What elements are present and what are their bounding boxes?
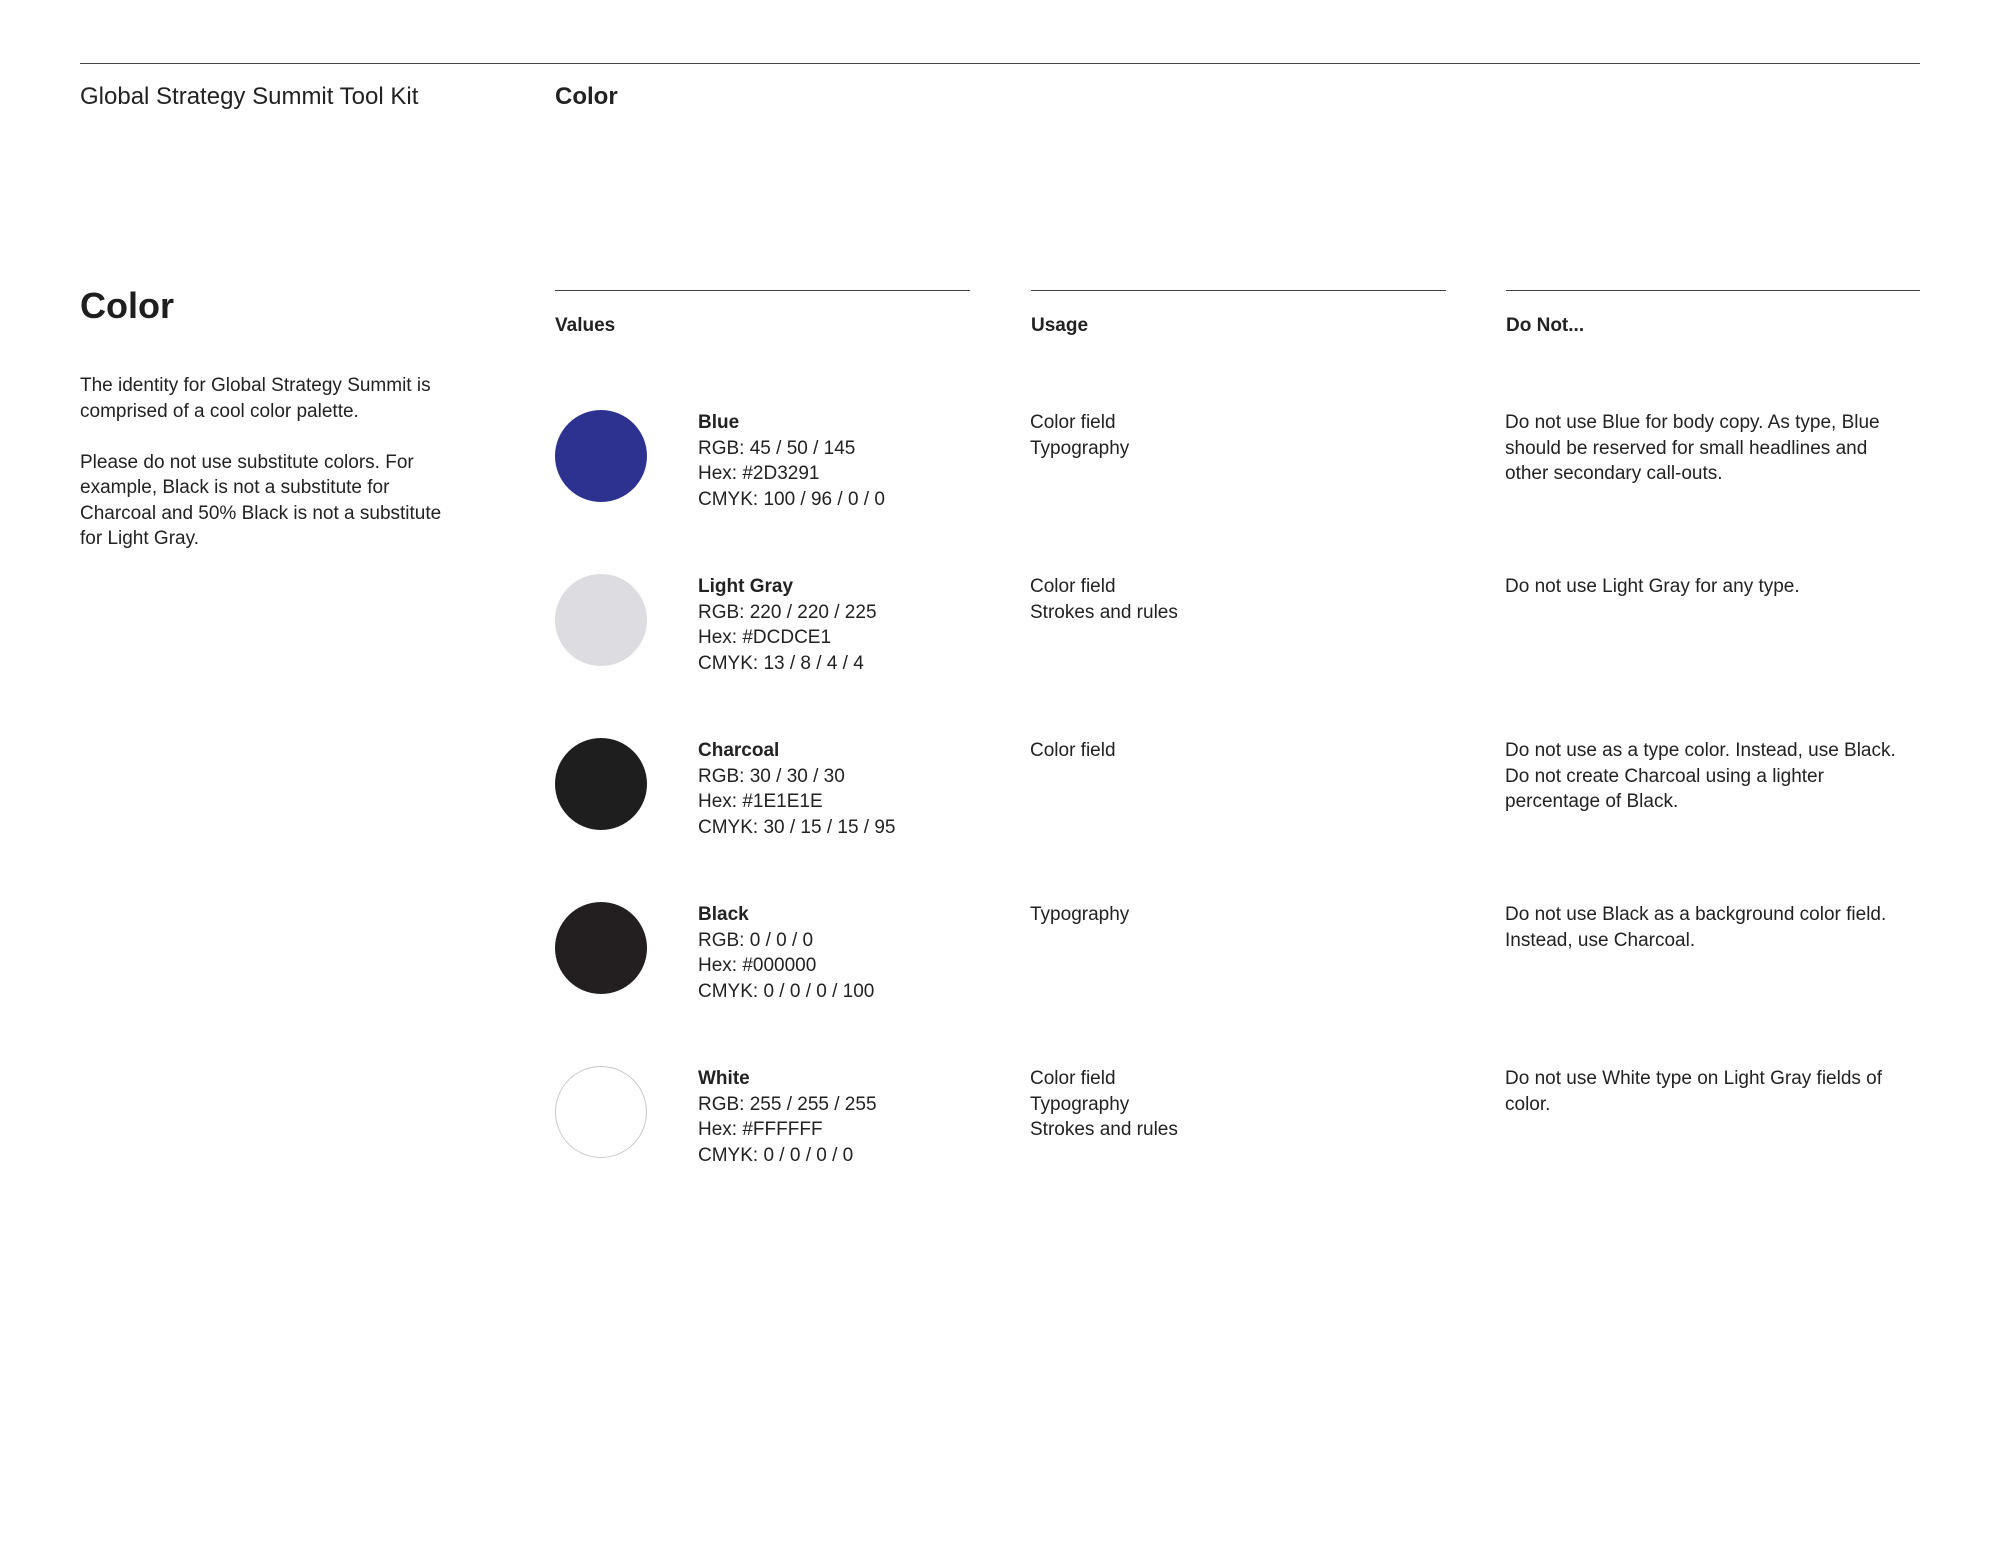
color-do-not: Do not use Light Gray for any type.	[1505, 576, 1800, 597]
color-values	[698, 410, 998, 512]
color-usage	[1030, 902, 1430, 928]
usage-item: Color field	[1030, 740, 1116, 761]
color-cmyk: CMYK: 0 / 0 / 0 / 0	[698, 1144, 854, 1166]
color-hex: Hex: #2D3291	[698, 463, 820, 485]
color-values	[698, 738, 998, 840]
intro-paragraph: Please do not use substitute colors. For example, Black is not a substitute for Charcoal and 50% Black is not a substitute for Light Gray.	[80, 451, 442, 549]
usage-item: Strokes and rules	[1030, 1119, 1178, 1141]
color-cmyk: CMYK: 100 / 96 / 0 / 0	[698, 488, 885, 510]
color-values	[698, 1066, 998, 1168]
color-values	[698, 902, 998, 1004]
donot-column-rule	[1506, 290, 1920, 291]
usage-item: Typography	[1030, 1093, 1130, 1115]
color-swatch	[555, 902, 647, 994]
color-row-white	[0, 1066, 1999, 1216]
values-column-rule	[555, 290, 970, 291]
color-rgb: RGB: 220 / 220 / 225	[698, 601, 877, 623]
color-do-not: Do not use as a type color. Instead, use Black. Do not create Charcoal using a lighter percentage of Black.	[1505, 740, 1896, 813]
top-rule	[80, 63, 1920, 64]
color-do-not: Do not use Blue for body copy. As type, Blue should be reserved for small headlines and other secondary call-outs.	[1505, 412, 1880, 485]
color-do-not: Do not use Black as a background color field. Instead, use Charcoal.	[1505, 904, 1887, 951]
color-hex: Hex: #1E1E1E	[698, 791, 823, 813]
color-values	[698, 574, 998, 676]
color-hex: Hex: #DCDCE1	[698, 627, 832, 649]
page-title: Color	[80, 285, 174, 326]
color-swatch	[555, 410, 647, 502]
color-rgb: RGB: 0 / 0 / 0	[698, 929, 814, 951]
usage-item: Typography	[1030, 904, 1130, 925]
color-row-black	[0, 902, 1999, 1052]
usage-item: Strokes and rules	[1030, 601, 1178, 623]
color-usage	[1030, 1066, 1430, 1143]
color-cmyk: CMYK: 30 / 15 / 15 / 95	[698, 816, 896, 838]
color-name: Light Gray	[698, 576, 794, 597]
values-column-heading: Values	[555, 315, 616, 336]
usage-column-heading: Usage	[1031, 315, 1089, 336]
color-row-charcoal	[0, 738, 1999, 888]
color-do-not: Do not use White type on Light Gray fields of color.	[1505, 1068, 1883, 1115]
usage-item: Color field	[1030, 576, 1116, 597]
color-name: Blue	[698, 412, 740, 433]
color-rgb: RGB: 255 / 255 / 255	[698, 1093, 877, 1115]
color-swatch	[555, 1066, 647, 1158]
usage-item: Typography	[1030, 437, 1130, 459]
color-usage	[1030, 574, 1430, 625]
color-cmyk: CMYK: 13 / 8 / 4 / 4	[698, 652, 864, 674]
color-rgb: RGB: 45 / 50 / 145	[698, 437, 856, 459]
color-name: Black	[698, 904, 749, 925]
usage-item: Color field	[1030, 1068, 1116, 1089]
donot-column-heading: Do Not...	[1506, 315, 1585, 336]
kit-title: Global Strategy Summit Tool Kit	[80, 83, 419, 110]
color-hex: Hex: #000000	[698, 955, 817, 977]
color-swatch	[555, 738, 647, 830]
color-row-light-gray	[0, 574, 1999, 724]
color-name: Charcoal	[698, 740, 780, 761]
color-name: White	[698, 1068, 750, 1089]
color-hex: Hex: #FFFFFF	[698, 1119, 823, 1141]
usage-column-rule	[1031, 290, 1446, 291]
color-usage	[1030, 410, 1430, 461]
usage-item: Color field	[1030, 412, 1116, 433]
color-swatch	[555, 574, 647, 666]
color-usage	[1030, 738, 1430, 764]
color-cmyk: CMYK: 0 / 0 / 0 / 100	[698, 980, 875, 1002]
intro-paragraph: The identity for Global Strategy Summit is comprised of a cool color palette.	[80, 375, 431, 422]
header-section-title: Color	[555, 83, 618, 110]
color-row-blue	[0, 410, 1999, 560]
color-rgb: RGB: 30 / 30 / 30	[698, 765, 845, 787]
